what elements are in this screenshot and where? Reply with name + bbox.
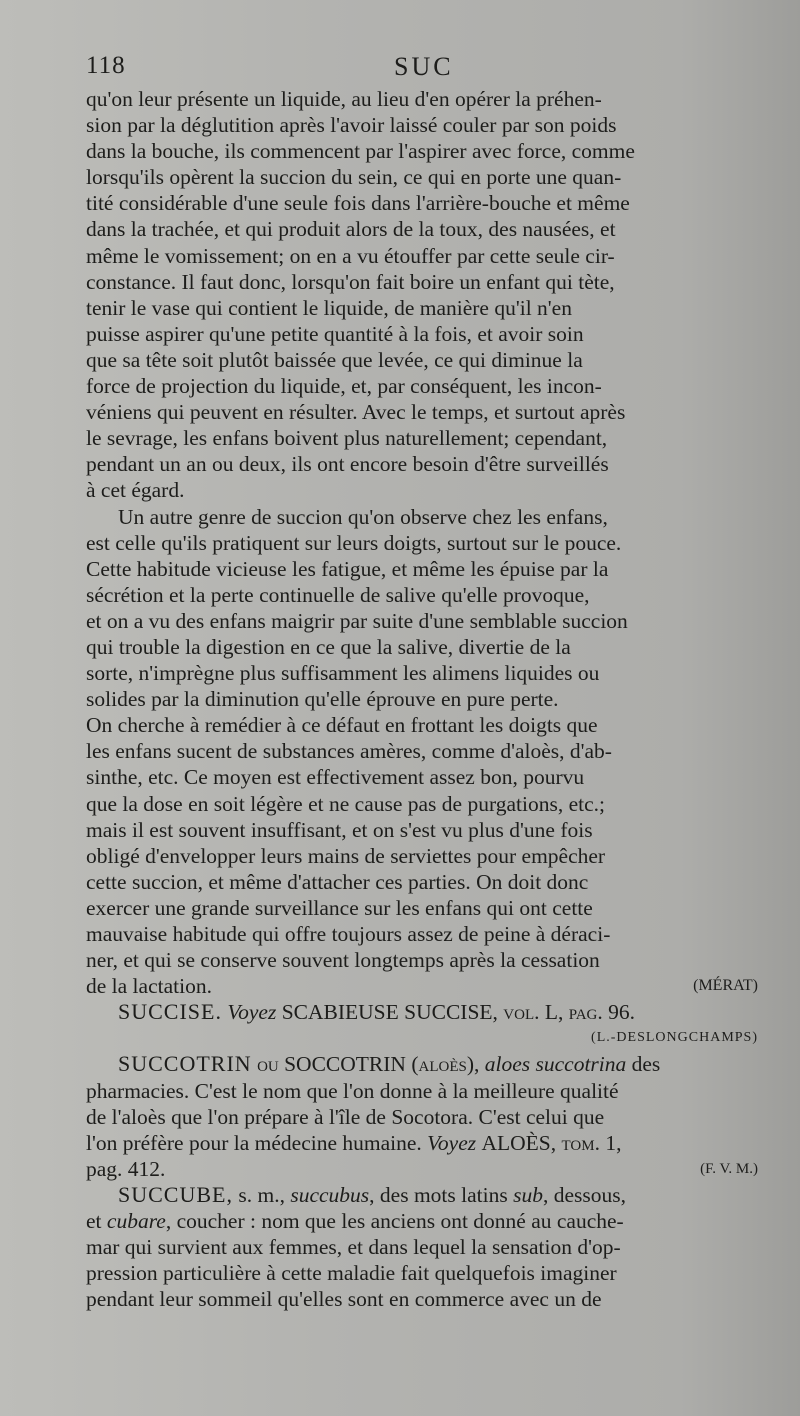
text-fragment: des (631, 1052, 661, 1077)
body-text (86, 86, 758, 1312)
text-line: de la lactation. (86, 974, 212, 999)
text-line: force de projection du liquide, et, par conséquent, les incon- (86, 374, 602, 399)
text-line: est celle qu'ils pratiquent sur leurs doigts, surtout sur le pouce. (86, 530, 622, 555)
text-line: véniens qui peuvent en résulter. Avec le temps, et surtout après (86, 400, 626, 425)
text-line: Cette habitude vicieuse les fatigue, et même les épuise par la (86, 556, 609, 581)
text-line: qui trouble la digestion en ce que la salive, divertie de la (86, 634, 571, 659)
text-line: puisse aspirer qu'une petite quantité à la fois, et avoir soin (86, 321, 584, 346)
text-fragment: l'on préfère pour la médecine humaine. (86, 1130, 422, 1155)
text-line: à cet égard. (86, 478, 185, 503)
text-line: solides par la diminution qu'elle éprouve en pure perte. (86, 687, 559, 712)
text-line: sorte, n'imprègne plus suffisamment les alimens liquides ou (86, 661, 600, 686)
text-line: mar qui survient aux femmes, et dans lequel la sensation d'op- (86, 1235, 621, 1260)
latin-term: cubare (106, 1209, 166, 1234)
text-line: cette succion, et même d'attacher ces parties. On doit donc (86, 869, 589, 894)
text-line: lorsqu'ils opèrent la succion du sein, ce qui en porte une quan- (86, 165, 622, 190)
text-line-with-signature (86, 1156, 758, 1182)
text-fragment: , coucher : nom que les anciens ont donné au cauche- (165, 1209, 624, 1234)
text-line: pression particulière à cette maladie fait quelquefois imaginer (86, 1261, 617, 1286)
cross-reference: ALOÈS, tom. 1, (481, 1130, 622, 1155)
text-line: exercer une grande surveillance sur les enfans qui ont cette (86, 895, 593, 920)
text-line: tenir le vase qui contient le liquide, de manière qu'il n'en (86, 295, 572, 320)
text-line: ner, et qui se conserve souvent longtemps après la cessation (86, 948, 600, 973)
text-line: obligé d'envelopper leurs mains de serviettes pour empêcher (86, 843, 606, 868)
text-line: On cherche à remédier à ce défaut en frottant les doigts que (86, 713, 598, 738)
text-line: que sa tête soit plutôt baissée que levée, ce qui diminue la (86, 347, 583, 372)
author-signature: (L.-DESLONGCHAMPS) (591, 1030, 758, 1046)
text-line (86, 1051, 758, 1077)
text-fragment: et (86, 1209, 102, 1234)
text-line: pendant leur sommeil qu'elles sont en commerce avec un de (86, 1287, 602, 1312)
running-head: SUC (394, 52, 454, 81)
text-line: pendant un an ou deux, ils ont encore besoin d'être surveillés (86, 452, 609, 477)
text-line (86, 999, 758, 1025)
text-line: constance. Il faut donc, lorsqu'on fait boire un enfant qui tète, (86, 269, 615, 294)
text-line: pharmacies. C'est le nom que l'on donne à la meilleure qualité (86, 1078, 619, 1103)
entry-succotrin (86, 1051, 758, 1181)
text-line: sécrétion et la perte continuelle de salive qu'elle provoque, (86, 582, 590, 607)
text-fragment: , des mots latins (369, 1182, 508, 1207)
author-signature: (MÉRAT) (693, 977, 758, 995)
text-line: pag. 412. (86, 1156, 166, 1181)
text-fragment: , dessous, (542, 1182, 626, 1207)
text-line: sinthe, etc. Ce moyen est effectivement assez bon, pourvu (86, 765, 585, 790)
latin-term: aloes succotrina (484, 1052, 627, 1077)
text-fragment: s. m., (238, 1182, 285, 1207)
entry-succube (86, 1182, 758, 1312)
voyez-label: Voyez (427, 1130, 477, 1155)
latin-term: sub (513, 1182, 543, 1207)
text-line (86, 1208, 758, 1234)
text-line: tité considérable d'une seule fois dans l'arrière-bouche et même (86, 191, 630, 216)
paragraph-thumb-sucking (86, 504, 758, 1000)
headword: SUCCUBE, (118, 1181, 233, 1207)
text-line: les enfans sucent de substances amères, comme d'aloès, d'ab- (86, 739, 612, 764)
entry-succise (86, 999, 758, 1051)
text-line-with-signature (86, 973, 758, 999)
text-line: que la dose en soit légère et ne cause pas de purgations, etc.; (86, 791, 606, 816)
text-fragment: ou SOCCOTRIN (aloès), (257, 1052, 480, 1077)
text-line (86, 1130, 758, 1156)
headword: SUCCOTRIN (118, 1051, 252, 1077)
text-line: mauvaise habitude qui offre toujours assez de peine à déraci- (86, 922, 611, 946)
text-line: dans la bouche, ils commencent par l'aspirer avec force, comme (86, 139, 635, 164)
page-header (86, 52, 766, 82)
headword: SUCCISE. (118, 999, 222, 1025)
text-line (86, 1182, 758, 1208)
text-line: dans la trachée, et qui produit alors de la toux, des nausées, et (86, 217, 616, 242)
text-line: même le vomissement; on en a vu étouffer par cette seule cir- (86, 243, 615, 268)
text-line: mais il est souvent insuffisant, et on s'est vu plus d'une fois (86, 817, 593, 842)
page-number: 118 (86, 52, 126, 79)
paragraph-continuation (86, 86, 758, 504)
text-line: Un autre genre de succion qu'on observe chez les enfans, (118, 504, 608, 529)
latin-term: succubus (290, 1182, 370, 1207)
voyez-label: Voyez (227, 1000, 277, 1025)
text-line: le sevrage, les enfans boivent plus naturellement; cependant, (86, 426, 608, 451)
text-line: et on a vu des enfans maigrir par suite d'une semblable succion (86, 608, 628, 633)
cross-reference: SCABIEUSE SUCCISE, vol. L, pag. 96. (281, 1000, 636, 1025)
text-line: de l'aloès que l'on prépare à l'île de Socotora. C'est celui que (86, 1104, 605, 1129)
author-signature: (F. V. M.) (700, 1160, 758, 1177)
text-line: qu'on leur présente un liquide, au lieu d'en opérer la préhen- (86, 87, 602, 111)
text-line: sion par la déglutition après l'avoir laissé couler par son poids (86, 113, 617, 138)
